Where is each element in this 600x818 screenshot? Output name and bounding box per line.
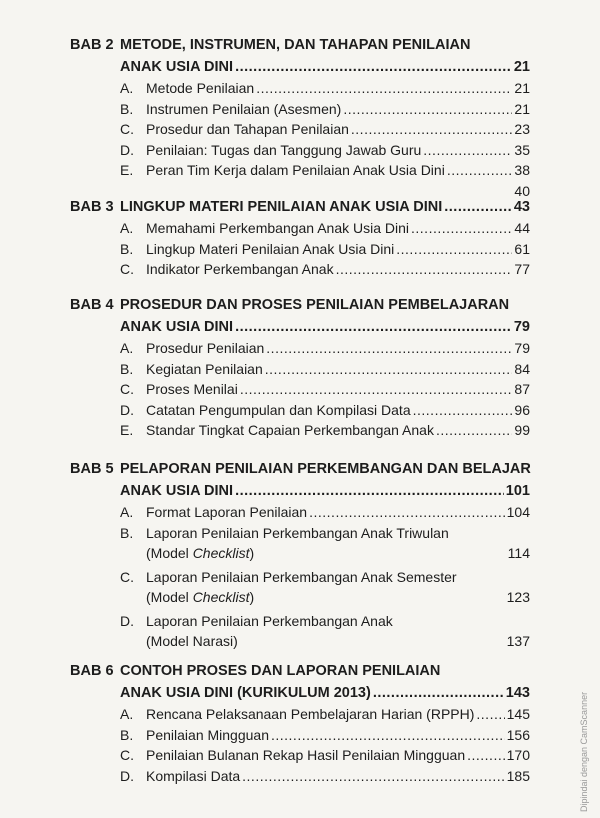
chapter-number: BAB 6 [70,663,114,679]
page-number: 143 [505,685,530,701]
entry-letter: A. [120,706,134,722]
entry-letter: B. [120,240,134,257]
entry-text: Instrumen Penilaian (Asesmen) [146,100,342,117]
entry-letter: A. [120,80,134,96]
toc-entry [70,766,530,787]
toc-entry [70,99,530,120]
toc-entry [70,502,530,523]
entry-letter: B. [120,726,134,743]
leader-dots [336,259,513,280]
chapter-title-cont: ANAK USIA DINI [120,483,234,499]
entry-text: Lingkup Materi Penilaian Anak Usia Dini [146,240,395,257]
entry-text: Penilaian Mingguan [146,726,269,743]
chapter-heading [70,196,530,218]
entry-text-cont: (Model Checklist) [146,589,255,605]
page-number: 77 [514,261,530,277]
toc-entry [70,78,530,99]
toc-entry-cont [70,543,530,564]
page-number: 170 [506,747,530,763]
toc-entry [70,218,530,239]
entry-text: Laporan Penilaian Perkembangan Anak Semester [146,568,457,585]
chapter-title: PELAPORAN PENILAIAN PERKEMBANGAN DAN BELAJAR [120,461,531,477]
entry-text: Memahami Perkembangan Anak Usia Dini [146,220,410,236]
chapter-number: BAB 4 [70,297,114,313]
chapter-heading [70,660,530,682]
entry-letter: D. [120,767,134,784]
watermark-text: Dipindai dengan CamScanner [579,691,589,812]
entry-letter: B. [120,100,134,117]
toc-entry-cont [70,631,530,652]
entry-letter: D. [120,401,134,418]
page-number: 21 [514,100,530,117]
leader-dots [447,160,513,181]
entry-letter: A. [120,340,134,356]
toc-entry [70,239,530,260]
camscanner-watermark [577,680,595,812]
page-number: 156 [506,726,530,743]
leader-dots [351,119,513,140]
chapter-title-cont: ANAK USIA DINI [120,319,234,335]
page-number: 84 [514,360,530,377]
leader-dots [396,239,512,260]
page-number: 145 [506,706,530,722]
entry-text: Rencana Pelaksanaan Pembelajaran Harian (RPPH) [146,706,475,722]
leader-dots [235,56,512,78]
chapter-title-row [70,480,530,502]
entry-text: Catatan Pengumpulan dan Kompilasi Data [146,401,411,418]
toc-entry [70,523,530,544]
page-number: 43 [513,199,530,215]
entry-letter: E. [120,422,134,438]
page-number: 40 [514,182,530,199]
leader-dots [467,745,505,766]
toc-entry [70,119,530,140]
entry-letter: C. [120,261,134,277]
chapter-bab-3 [70,196,530,280]
entry-letter: A. [120,220,134,236]
leader-dots [343,99,512,120]
entry-text: Kompilasi Data [146,767,241,784]
chapter-title: CONTOH PROSES DAN LAPORAN PENILAIAN [120,663,441,679]
entry-text: Penilaian Bulanan Rekap Hasil Penilaian Mingguan [146,747,466,763]
entry-text-cont: (Model Narasi) [146,633,238,649]
page-number: 79 [513,319,530,335]
page-number: 101 [505,483,530,499]
page-number: 96 [514,401,530,418]
page-number: 35 [514,141,530,158]
page-number: 104 [506,504,530,520]
entry-letter: B. [120,360,134,377]
chapter-title-cont: ANAK USIA DINI [120,59,234,75]
chapter-title-cont: ANAK USIA DINI (KURIKULUM 2013) [120,685,371,701]
entry-letter: C. [120,121,134,137]
toc-entry [70,567,530,588]
chapter-heading [70,458,530,480]
leader-dots [265,359,513,380]
chapter-number: BAB 2 [70,37,114,53]
page-number: 114 [507,545,530,561]
leader-dots [444,196,512,218]
page-number: 21 [514,80,530,96]
leader-dots [373,682,504,704]
chapter-title-row [70,316,530,338]
page-number: 79 [514,340,530,356]
leader-dots [423,140,512,161]
entry-letter: E. [120,162,134,178]
toc-entry [70,140,530,161]
page-number: 99 [514,422,530,438]
chapter-heading [70,294,530,316]
page-number: 23 [514,121,530,137]
chapter-number: BAB 5 [70,461,114,477]
toc-entry [70,338,530,359]
leader-dots [240,379,513,400]
chapter-bab-5 [70,458,530,652]
entry-letter: C. [120,747,134,763]
page-number: 44 [514,220,530,236]
entry-letter: D. [120,141,134,158]
toc-entry [70,725,530,746]
leader-dots [266,338,512,359]
leader-dots [242,766,504,787]
chapter-bab-4 [70,294,530,441]
entry-text: Prosedur Penilaian [146,340,265,356]
entry-text: Penilaian: Tugas dan Tanggung Jawab Guru [146,141,422,158]
leader-dots [235,316,512,338]
leader-dots [436,420,512,441]
toc-entry [70,611,530,632]
entry-text: Format Laporan Penilaian [146,504,308,520]
leader-dots [413,400,513,421]
leader-dots [271,725,505,746]
toc-entry [70,359,530,380]
leader-dots [476,704,504,725]
chapter-heading [70,34,530,56]
page-number: 185 [506,767,530,784]
page-number: 38 [514,162,530,178]
toc-entry [70,704,530,725]
toc-entry [70,400,530,421]
entry-letter: D. [120,612,134,629]
toc-entry [70,259,530,280]
page-number: 87 [514,381,530,397]
entry-text: Peran Tim Kerja dalam Penilaian Anak Usia Dini [146,162,445,178]
page-number: 21 [513,59,530,75]
chapter-bab-6 [70,660,530,786]
chapter-number: BAB 3 [70,199,114,215]
entry-text: Metode Penilaian [146,80,255,96]
chapter-title-row [70,682,530,704]
toc-entry-cont [70,587,530,608]
leader-dots [256,78,512,99]
chapter-title: PROSEDUR DAN PROSES PENILAIAN PEMBELAJARAN [120,297,510,313]
toc-entry [70,745,530,766]
entry-text-cont: (Model Checklist) [146,545,255,561]
page-number: 137 [506,633,530,649]
chapter-title: METODE, INSTRUMEN, DAN TAHAPAN PENILAIAN [120,37,471,53]
chapter-title-row [70,56,530,78]
entry-text: Laporan Penilaian Perkembangan Anak Triwulan [146,524,449,541]
page-number: 61 [514,240,530,257]
entry-letter: A. [120,504,134,520]
entry-text: Proses Menilai [146,381,238,397]
entry-text: Standar Tingkat Capaian Perkembangan Anak [146,422,434,438]
toc-entry [70,420,530,441]
toc-entry [70,379,530,400]
entry-letter: B. [120,524,134,541]
leader-dots [309,502,505,523]
entry-letter: C. [120,568,134,585]
chapter-bab-2 [70,34,530,201]
entry-text: Indikator Perkembangan Anak [146,261,334,277]
entry-text: Prosedur dan Tahapan Penilaian [146,121,349,137]
entry-letter: C. [120,381,134,397]
chapter-title: LINGKUP MATERI PENILAIAN ANAK USIA DINI [120,199,443,215]
entry-text: Kegiatan Penilaian [146,360,263,377]
entry-text: Laporan Penilaian Perkembangan Anak [146,612,393,629]
leader-dots [235,480,504,502]
toc-entry [70,160,530,181]
page-number: 123 [506,589,530,605]
leader-dots [411,218,512,239]
